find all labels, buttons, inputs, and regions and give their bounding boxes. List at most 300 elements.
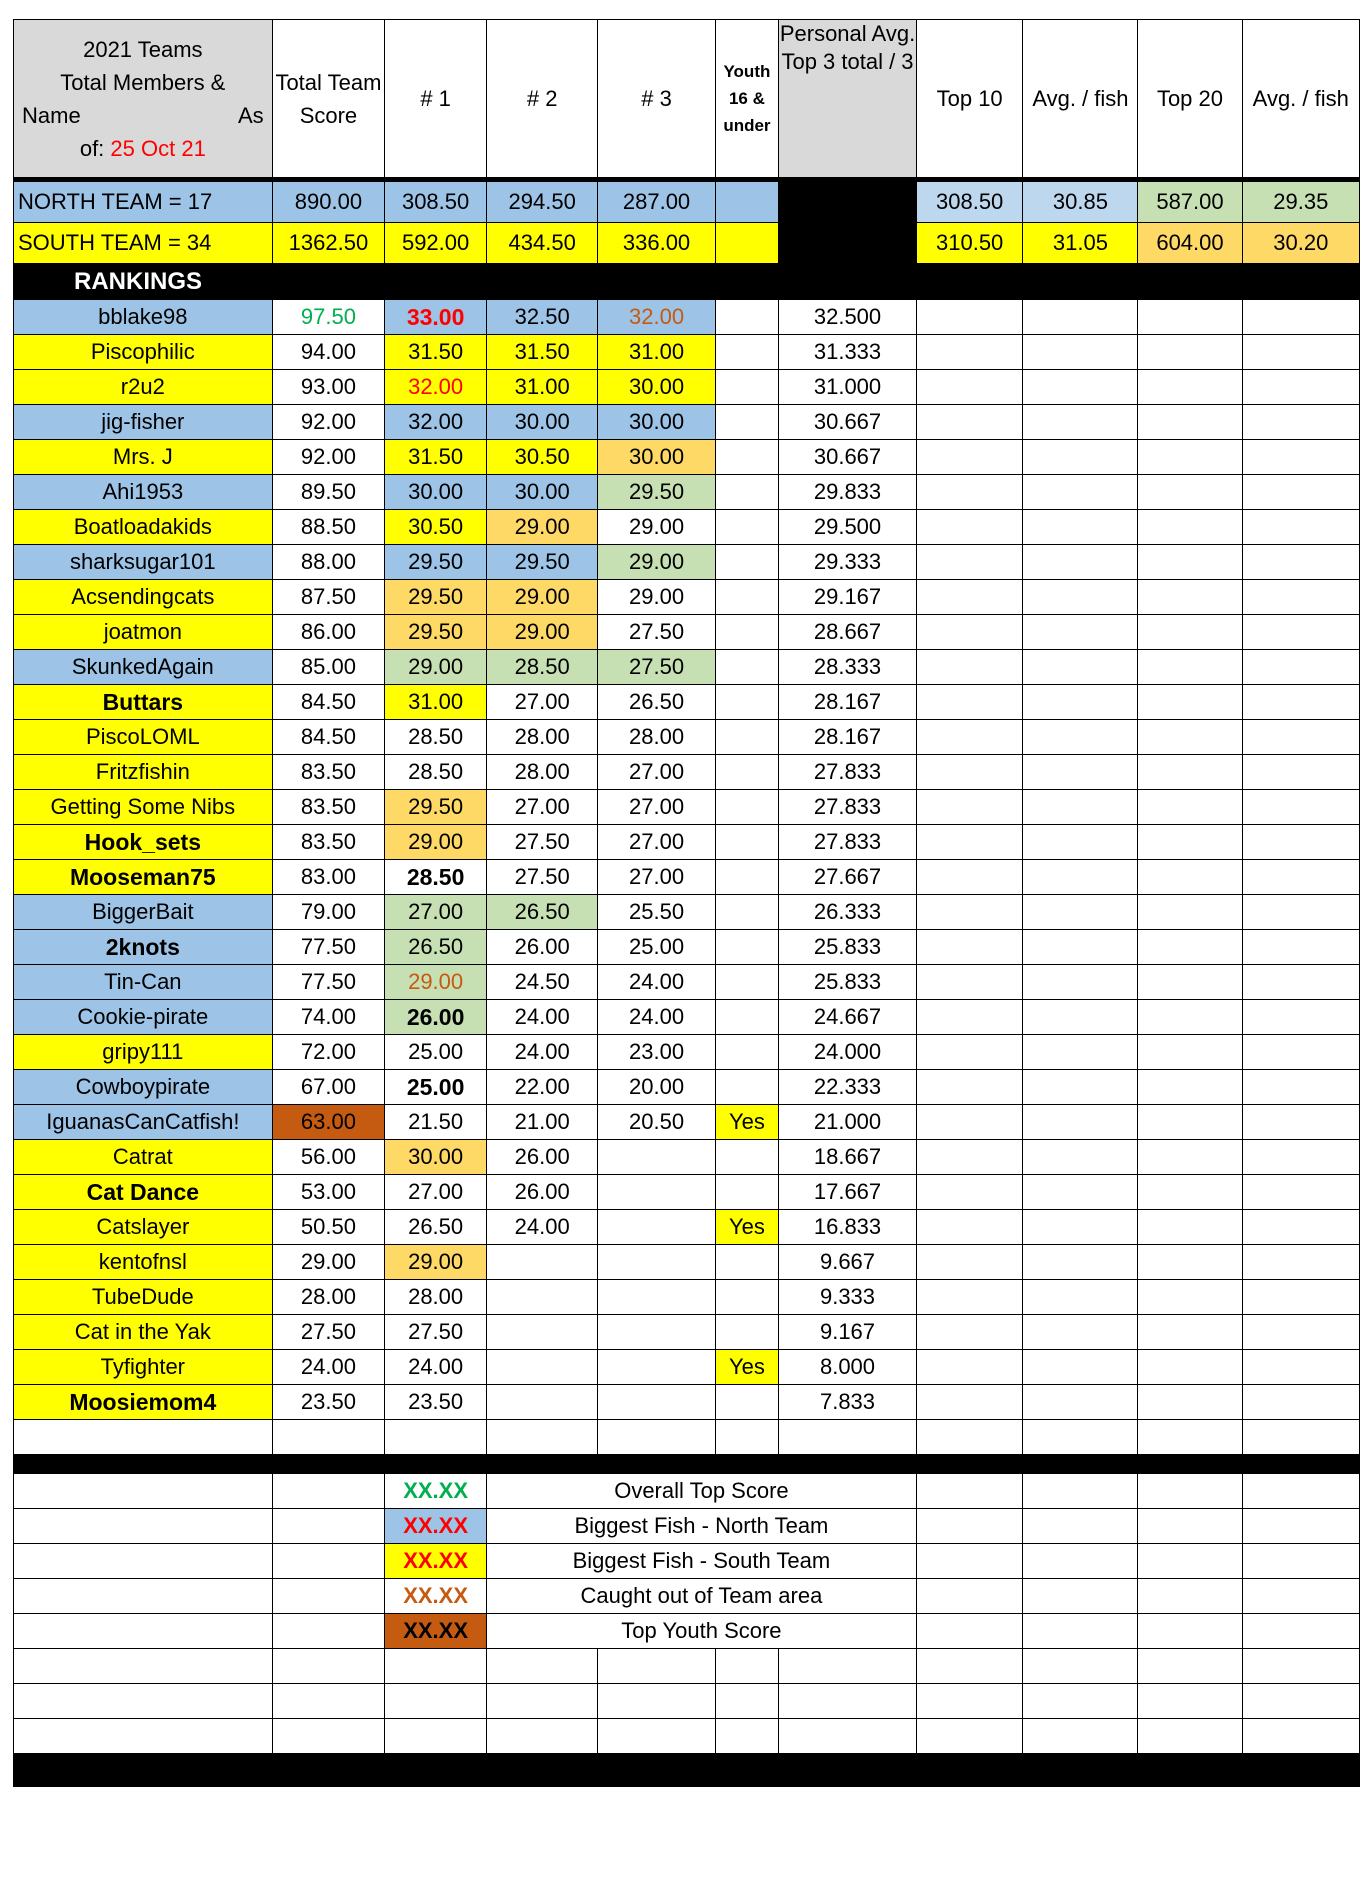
empty-cell [1023, 1210, 1138, 1245]
total-score: 94.00 [272, 335, 385, 370]
empty-cell [1242, 405, 1359, 440]
fish-1: 31.00 [385, 685, 487, 720]
empty-cell [598, 1649, 715, 1684]
empty-cell [14, 1474, 273, 1509]
youth-flag [715, 895, 778, 930]
fish-1: 29.00 [385, 650, 487, 685]
legend-row [14, 1509, 1360, 1544]
total-score: 56.00 [272, 1140, 385, 1175]
north-team-n3: 287.00 [598, 182, 715, 223]
empty-cell [916, 510, 1023, 545]
empty-cell [1023, 755, 1138, 790]
personal-avg: 30.667 [779, 440, 917, 475]
empty-cell [487, 1719, 598, 1754]
fish-1: 23.50 [385, 1385, 487, 1420]
empty-cell [272, 1719, 385, 1754]
south-team-top20: 604.00 [1138, 223, 1242, 264]
total-score: 92.00 [272, 440, 385, 475]
youth-flag [715, 1245, 778, 1280]
fish-1: 25.00 [385, 1070, 487, 1105]
empty-cell [916, 1315, 1023, 1350]
total-score: 27.50 [272, 1315, 385, 1350]
empty-cell [1138, 965, 1242, 1000]
legend-sample: XX.XX [385, 1474, 487, 1509]
empty-cell [1242, 1070, 1359, 1105]
empty-cell [916, 440, 1023, 475]
personal-avg: 8.000 [779, 1350, 917, 1385]
empty-cell [1242, 965, 1359, 1000]
personal-avg: 29.500 [779, 510, 917, 545]
personal-avg: 24.000 [779, 1035, 917, 1070]
empty-cell [1242, 1649, 1359, 1684]
south-team-avg10: 31.05 [1023, 223, 1138, 264]
fish-3: 23.00 [598, 1035, 715, 1070]
empty-cell [1242, 1245, 1359, 1280]
personal-avg: 28.667 [779, 615, 917, 650]
youth-flag [715, 580, 778, 615]
north-team-total: 890.00 [272, 182, 385, 223]
total-score: 83.50 [272, 825, 385, 860]
legend-label: Top Youth Score [487, 1614, 917, 1649]
empty-cell [916, 580, 1023, 615]
north-team-n1: 308.50 [385, 182, 487, 223]
empty-cell [14, 1544, 273, 1579]
youth-flag: Yes [715, 1350, 778, 1385]
empty-cell [1023, 930, 1138, 965]
fish-2: 27.00 [487, 685, 598, 720]
empty-cell [1242, 1210, 1359, 1245]
total-score: 63.00 [272, 1105, 385, 1140]
total-score: 50.50 [272, 1210, 385, 1245]
fish-1: 33.00 [385, 300, 487, 335]
empty-cell [1023, 1719, 1138, 1754]
fish-3: 30.00 [598, 405, 715, 440]
angler-name: PiscoLOML [14, 720, 273, 755]
personal-avg: 31.000 [779, 370, 917, 405]
table-row [14, 475, 1360, 510]
empty-cell [1242, 1719, 1359, 1754]
empty-cell [1242, 440, 1359, 475]
total-score: 83.50 [272, 755, 385, 790]
empty-cell [1138, 475, 1242, 510]
empty-cell [1242, 755, 1359, 790]
empty-cell [1138, 1420, 1242, 1455]
fish-1: 29.50 [385, 545, 487, 580]
personal-avg: 28.333 [779, 650, 917, 685]
fish-2: 30.50 [487, 440, 598, 475]
north-team-name: NORTH TEAM = 17 [14, 182, 273, 223]
empty-cell [1023, 475, 1138, 510]
fish-1: 26.00 [385, 1000, 487, 1035]
angler-name: Catrat [14, 1140, 273, 1175]
youth-flag [715, 1070, 778, 1105]
empty-cell [14, 1509, 273, 1544]
fish-3: 27.00 [598, 790, 715, 825]
header-name-line3: Name As [22, 102, 264, 128]
fish-1: 27.50 [385, 1315, 487, 1350]
fish-1: 28.50 [385, 755, 487, 790]
empty-cell [1138, 1245, 1242, 1280]
empty-cell [1242, 1175, 1359, 1210]
personal-avg: 9.333 [779, 1280, 917, 1315]
south-team-n3: 336.00 [598, 223, 715, 264]
fish-3 [598, 1315, 715, 1350]
total-score: 92.00 [272, 405, 385, 440]
fish-1: 31.50 [385, 335, 487, 370]
fish-3 [598, 1245, 715, 1280]
personal-avg: 31.333 [779, 335, 917, 370]
fish-1: 29.50 [385, 615, 487, 650]
fish-2: 29.50 [487, 545, 598, 580]
empty-cell [1242, 650, 1359, 685]
empty-cell [1023, 790, 1138, 825]
legend-sample: XX.XX [385, 1614, 487, 1649]
fish-2 [487, 1350, 598, 1385]
empty-cell [916, 1210, 1023, 1245]
personal-avg: 22.333 [779, 1070, 917, 1105]
empty-cell [1138, 1315, 1242, 1350]
fish-3: 27.50 [598, 650, 715, 685]
fish-1: 30.50 [385, 510, 487, 545]
youth-flag [715, 1000, 778, 1035]
fish-3: 25.50 [598, 895, 715, 930]
north-team-row [14, 182, 1360, 223]
north-team-top20: 587.00 [1138, 182, 1242, 223]
fish-3: 31.00 [598, 335, 715, 370]
youth-flag [715, 405, 778, 440]
team-personal-blank [779, 182, 917, 264]
angler-name: Tin-Can [14, 965, 273, 1000]
table-row [14, 755, 1360, 790]
empty-cell [1023, 1474, 1138, 1509]
empty-cell [1023, 1070, 1138, 1105]
empty-cell [916, 475, 1023, 510]
legend-row [14, 1614, 1360, 1649]
empty-cell [715, 1649, 778, 1684]
fish-2: 26.00 [487, 1175, 598, 1210]
total-score: 88.00 [272, 545, 385, 580]
empty-cell [916, 790, 1023, 825]
empty-cell [1242, 300, 1359, 335]
empty-cell [916, 335, 1023, 370]
fish-1: 29.00 [385, 1245, 487, 1280]
youth-flag [715, 1175, 778, 1210]
angler-name: Cat Dance [14, 1175, 273, 1210]
youth-flag [715, 1035, 778, 1070]
angler-name: jig-fisher [14, 405, 273, 440]
empty-cell [1023, 1035, 1138, 1070]
fish-3 [598, 1175, 715, 1210]
empty-cell [916, 1474, 1023, 1509]
personal-avg: 29.333 [779, 545, 917, 580]
youth-flag [715, 510, 778, 545]
fish-3 [598, 1140, 715, 1175]
empty-cell [272, 1474, 385, 1509]
south-team-name: SOUTH TEAM = 34 [14, 223, 273, 264]
youth-flag [715, 825, 778, 860]
blank-row [14, 1719, 1360, 1754]
table-row [14, 685, 1360, 720]
empty-cell [1023, 1684, 1138, 1719]
personal-avg: 25.833 [779, 930, 917, 965]
south-team-n1: 592.00 [385, 223, 487, 264]
empty-cell [487, 1684, 598, 1719]
youth-flag [715, 475, 778, 510]
angler-name: Piscophilic [14, 335, 273, 370]
empty-cell [1023, 510, 1138, 545]
total-score: 72.00 [272, 1035, 385, 1070]
angler-name: Cookie-pirate [14, 1000, 273, 1035]
legend-row [14, 1579, 1360, 1614]
total-score: 74.00 [272, 1000, 385, 1035]
legend-separator [14, 1455, 1360, 1474]
footer-bar-row [14, 1754, 1360, 1787]
empty-cell [1242, 545, 1359, 580]
empty-cell [916, 1175, 1023, 1210]
fish-2: 24.00 [487, 1035, 598, 1070]
north-team-n2: 294.50 [487, 182, 598, 223]
empty-cell [1242, 335, 1359, 370]
fish-1: 26.50 [385, 1210, 487, 1245]
personal-avg: 16.833 [779, 1210, 917, 1245]
empty-cell [1138, 335, 1242, 370]
youth-flag [715, 720, 778, 755]
south-team-total: 1362.50 [272, 223, 385, 264]
fish-1: 32.00 [385, 405, 487, 440]
empty-cell [916, 370, 1023, 405]
total-score: 77.50 [272, 930, 385, 965]
empty-cell [1138, 1579, 1242, 1614]
fish-2: 29.00 [487, 510, 598, 545]
north-team-avg20: 29.35 [1242, 182, 1359, 223]
fish-3: 24.00 [598, 965, 715, 1000]
table-row [14, 335, 1360, 370]
empty-cell [1023, 685, 1138, 720]
empty-cell [14, 1579, 273, 1614]
header-personal: Personal Avg. Top 3 total / 3 [779, 20, 917, 178]
empty-cell [1242, 1280, 1359, 1315]
empty-cell [1242, 615, 1359, 650]
total-score: 86.00 [272, 615, 385, 650]
empty-cell [1023, 335, 1138, 370]
empty-cell [1023, 895, 1138, 930]
empty-cell [1138, 1000, 1242, 1035]
fish-3: 24.00 [598, 1000, 715, 1035]
table-row [14, 300, 1360, 335]
empty-cell [272, 1614, 385, 1649]
empty-cell [487, 1649, 598, 1684]
fish-2: 29.00 [487, 615, 598, 650]
header-name-line1: 2021 Teams [83, 36, 203, 62]
personal-avg: 9.667 [779, 1245, 917, 1280]
fish-3 [598, 1385, 715, 1420]
personal-avg: 28.167 [779, 720, 917, 755]
header-n3: # 3 [598, 20, 715, 178]
empty-cell [14, 1649, 273, 1684]
empty-cell [14, 1420, 273, 1455]
table-row [14, 580, 1360, 615]
youth-flag [715, 790, 778, 825]
south-team-top10: 310.50 [916, 223, 1023, 264]
empty-cell [1023, 1614, 1138, 1649]
south-team-row [14, 223, 1360, 264]
table-row [14, 1280, 1360, 1315]
empty-cell [916, 1579, 1023, 1614]
fish-2: 24.00 [487, 1210, 598, 1245]
empty-cell [916, 1280, 1023, 1315]
empty-cell [916, 755, 1023, 790]
fish-2: 21.00 [487, 1105, 598, 1140]
table-row [14, 615, 1360, 650]
empty-cell [1138, 650, 1242, 685]
empty-cell [1023, 615, 1138, 650]
empty-cell [715, 1719, 778, 1754]
fish-1: 27.00 [385, 895, 487, 930]
angler-name: Buttars [14, 685, 273, 720]
north-team-youth [715, 182, 778, 223]
youth-flag [715, 1315, 778, 1350]
total-score: 53.00 [272, 1175, 385, 1210]
empty-cell [1242, 1315, 1359, 1350]
table-row [14, 1000, 1360, 1035]
fish-2 [487, 1385, 598, 1420]
legend-label: Overall Top Score [487, 1474, 917, 1509]
angler-name: Hook_sets [14, 825, 273, 860]
empty-cell [1242, 1474, 1359, 1509]
angler-name: Cowboypirate [14, 1070, 273, 1105]
total-score: 23.50 [272, 1385, 385, 1420]
empty-cell [1242, 580, 1359, 615]
youth-flag [715, 650, 778, 685]
fish-3: 25.00 [598, 930, 715, 965]
empty-cell [272, 1684, 385, 1719]
fish-1: 24.00 [385, 1350, 487, 1385]
header-name-line2: Total Members & [60, 69, 226, 95]
total-score: 29.00 [272, 1245, 385, 1280]
empty-cell [272, 1544, 385, 1579]
empty-cell [916, 1544, 1023, 1579]
empty-cell [1242, 825, 1359, 860]
empty-cell [1242, 1350, 1359, 1385]
total-score: 89.50 [272, 475, 385, 510]
empty-cell [779, 1420, 917, 1455]
empty-cell [1138, 1544, 1242, 1579]
empty-cell [1242, 1105, 1359, 1140]
youth-flag [715, 755, 778, 790]
south-team-n2: 434.50 [487, 223, 598, 264]
blank-row [14, 1420, 1360, 1455]
personal-avg: 9.167 [779, 1315, 917, 1350]
empty-cell [916, 1420, 1023, 1455]
angler-name: bblake98 [14, 300, 273, 335]
empty-cell [1242, 1614, 1359, 1649]
total-score: 84.50 [272, 685, 385, 720]
empty-cell [916, 1070, 1023, 1105]
fish-3: 29.00 [598, 580, 715, 615]
youth-flag [715, 1280, 778, 1315]
empty-cell [779, 1719, 917, 1754]
north-team-top10: 308.50 [916, 182, 1023, 223]
fish-3: 32.00 [598, 300, 715, 335]
table-row [14, 405, 1360, 440]
empty-cell [1023, 825, 1138, 860]
youth-flag [715, 545, 778, 580]
fish-2: 24.00 [487, 1000, 598, 1035]
fish-3: 30.00 [598, 370, 715, 405]
total-score: 79.00 [272, 895, 385, 930]
empty-cell [1138, 720, 1242, 755]
empty-cell [1138, 685, 1242, 720]
empty-cell [916, 1245, 1023, 1280]
empty-cell [385, 1684, 487, 1719]
empty-cell [916, 720, 1023, 755]
total-score: 97.50 [272, 300, 385, 335]
empty-cell [1138, 370, 1242, 405]
north-team-avg10: 30.85 [1023, 182, 1138, 223]
rankings-label: RANKINGS [14, 264, 1360, 300]
empty-cell [14, 1719, 273, 1754]
table-row [14, 790, 1360, 825]
youth-flag: Yes [715, 1105, 778, 1140]
empty-cell [1023, 1000, 1138, 1035]
empty-cell [385, 1719, 487, 1754]
header-top20: Top 20 [1138, 20, 1242, 178]
youth-flag [715, 860, 778, 895]
total-score: 77.50 [272, 965, 385, 1000]
empty-cell [385, 1420, 487, 1455]
empty-cell [1242, 1000, 1359, 1035]
blank-row [14, 1649, 1360, 1684]
header-avg2: Avg. / fish [1242, 20, 1359, 178]
empty-cell [1023, 300, 1138, 335]
south-team-youth [715, 223, 778, 264]
table-row [14, 1105, 1360, 1140]
personal-avg: 17.667 [779, 1175, 917, 1210]
empty-cell [1138, 1614, 1242, 1649]
personal-avg: 27.667 [779, 860, 917, 895]
fish-2: 27.50 [487, 825, 598, 860]
youth-flag [715, 685, 778, 720]
empty-cell [1023, 1315, 1138, 1350]
fish-2: 28.00 [487, 720, 598, 755]
personal-avg: 27.833 [779, 790, 917, 825]
empty-cell [1138, 1070, 1242, 1105]
empty-cell [1242, 685, 1359, 720]
total-score: 84.50 [272, 720, 385, 755]
empty-cell [1138, 1210, 1242, 1245]
empty-cell [1023, 1140, 1138, 1175]
fish-3: 28.00 [598, 720, 715, 755]
empty-cell [1023, 1385, 1138, 1420]
fish-2: 26.00 [487, 1140, 598, 1175]
empty-cell [1138, 1719, 1242, 1754]
empty-cell [1242, 790, 1359, 825]
youth-flag [715, 965, 778, 1000]
empty-cell [1242, 860, 1359, 895]
empty-cell [1023, 1420, 1138, 1455]
empty-cell [1138, 1684, 1242, 1719]
angler-name: gripy111 [14, 1035, 273, 1070]
fish-3: 26.50 [598, 685, 715, 720]
table-row [14, 1245, 1360, 1280]
table-row [14, 1175, 1360, 1210]
legend-label: Biggest Fish - North Team [487, 1509, 917, 1544]
angler-name: sharksugar101 [14, 545, 273, 580]
empty-cell [916, 860, 1023, 895]
empty-cell [1138, 545, 1242, 580]
header-row [14, 20, 1360, 178]
header-name-cell [14, 20, 273, 178]
